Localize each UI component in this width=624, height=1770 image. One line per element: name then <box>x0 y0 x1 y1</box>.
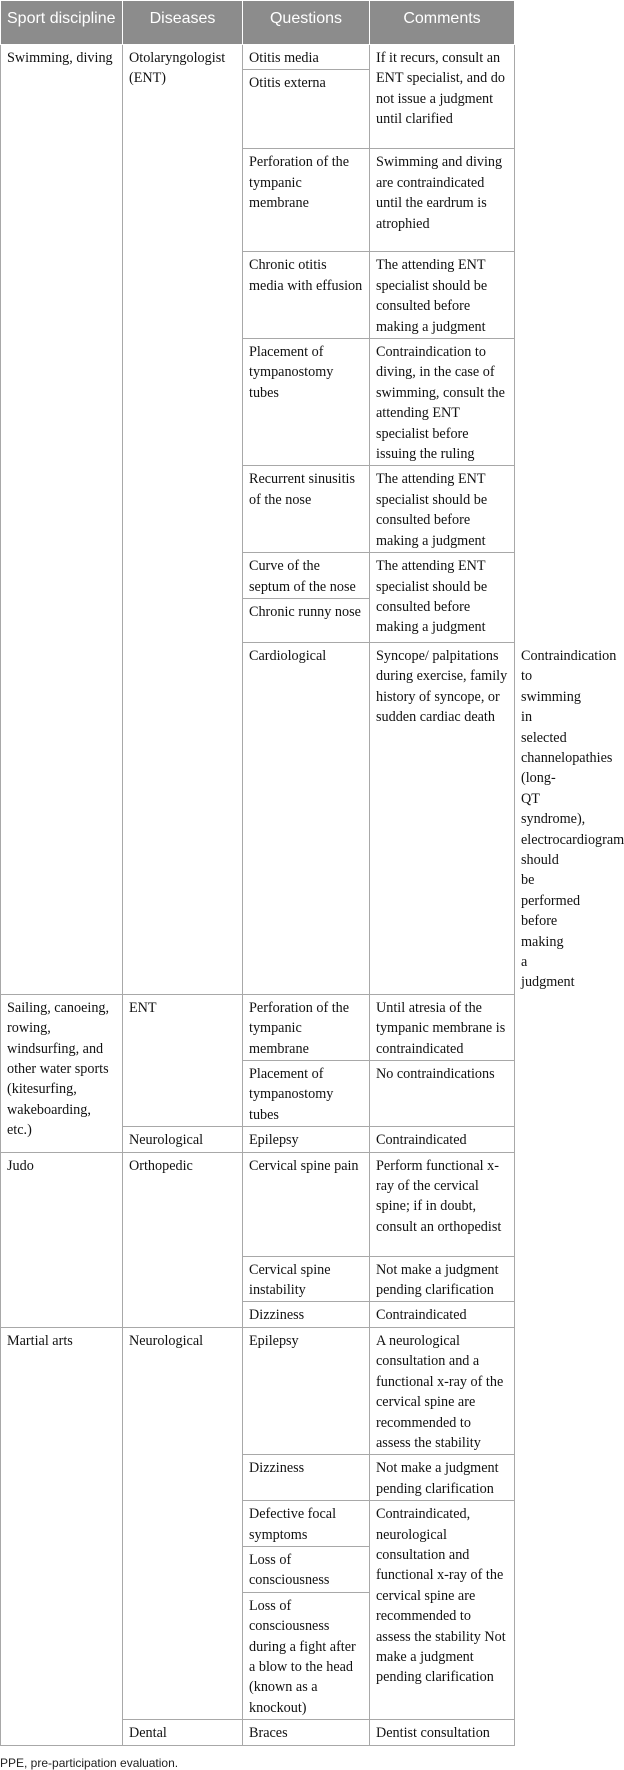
disease-neurological-sailing: Neurological <box>123 1127 243 1152</box>
disease-ent-sailing: ENT <box>123 994 243 1126</box>
pre-participation-table-continued <box>0 994 515 1746</box>
question-otitis-externa: Otitis externa <box>243 70 370 149</box>
question-epilepsy-martial: Epilepsy <box>243 1327 370 1454</box>
header-comments: Comments <box>370 1 515 45</box>
question-loss-consciousness: Loss of consciousness <box>243 1546 370 1592</box>
question-epilepsy-sailing: Epilepsy <box>243 1127 370 1152</box>
table-row <box>1 1152 515 1256</box>
table-row: Cardiological Syncope/ palpitations during exercise, family history of syncope, or sudden cardiac death Contraindication to swimming in selected channelopathies (long-QT syndrome), electrocardiogram should be performed before making a judgment <box>1 642 515 994</box>
question-braces: Braces <box>243 1720 370 1745</box>
comment-dizziness-judo: Contraindicated <box>370 1302 515 1327</box>
question-dizziness-judo: Dizziness <box>243 1302 370 1327</box>
comment-otitis: If it recurs, consult an ENT specialist, and do not issue a judgment until clarified <box>370 45 515 149</box>
question-otitis-media: Otitis media <box>243 45 370 70</box>
question-runny-nose: Chronic runny nose <box>243 598 370 642</box>
comment-nose: The attending ENT specialist should be consulted before making a judgment <box>370 553 515 643</box>
comment-perforation: Swimming and diving are contraindicated until the eardrum is atrophied <box>370 149 515 252</box>
table-row <box>1 994 515 1060</box>
header-diseases: Diseases <box>123 1 243 45</box>
disease-neurological-martial: Neurological <box>123 1327 243 1719</box>
header-sport-discipline: Sport discipline <box>1 1 123 45</box>
question-dizziness-martial: Dizziness <box>243 1455 370 1501</box>
sport-martial-arts: Martial arts <box>1 1327 123 1745</box>
comment-chronic-otitis: The attending ENT specialist should be consulted before making a judgment <box>370 252 515 339</box>
question-chronic-otitis: Chronic otitis media with effusion <box>243 252 370 339</box>
sport-swimming-diving: Swimming, diving <box>1 45 123 995</box>
question-syncope: Syncope/ palpitations during exercise, family history of syncope, or sudden cardiac death <box>370 642 515 994</box>
comment-tympanostomy: Contraindication to diving, in the case of swimming, consult the attending ENT specialist before issuing the ruling <box>370 339 515 466</box>
comment-braces: Dentist consultation <box>370 1720 515 1745</box>
comment-sinusitis: The attending ENT specialist should be consulted before making a judgment <box>370 466 515 553</box>
disease-dental: Dental <box>123 1720 243 1745</box>
table-footnote: PPE, pre-participation evaluation. <box>0 1755 179 1770</box>
header-questions: Questions <box>243 1 370 45</box>
comment-epilepsy-martial: A neurological consultation and a functional x-ray of the cervical spine are recommended to assess the stability <box>370 1327 515 1454</box>
comment-cervical-pain: Perform functional x-ray of the cervical spine; if in doubt, consult an orthopedist <box>370 1152 515 1256</box>
disease-ent: Otolaryngologist (ENT) <box>123 45 243 995</box>
table-row <box>1 45 515 70</box>
question-focal-symptoms: Defective focal symptoms <box>243 1501 370 1547</box>
comment-dizziness-martial: Not make a judgment pending clarification <box>370 1455 515 1501</box>
question-tympanostomy-sailing: Placement of tympanostomy tubes <box>243 1061 370 1127</box>
question-cervical-instability: Cervical spine instability <box>243 1256 370 1302</box>
question-tympanostomy: Placement of tympanostomy tubes <box>243 339 370 466</box>
header-row <box>1 1 515 45</box>
question-knockout: Loss of consciousness during a fight after a blow to the head (known as a knockout) <box>243 1592 370 1719</box>
comment-perforation-sailing: Until atresia of the tympanic membrane is contraindicated <box>370 994 515 1060</box>
sport-judo: Judo <box>1 1152 123 1327</box>
question-sinusitis: Recurrent sinusitis of the nose <box>243 466 370 553</box>
question-septum: Curve of the septum of the nose <box>243 553 370 599</box>
question-perforation: Perforation of the tympanic membrane <box>243 149 370 252</box>
disease-cardiological: Cardiological <box>243 642 370 994</box>
disease-orthopedic: Orthopedic <box>123 1152 243 1327</box>
sport-sailing: Sailing, canoeing, rowing, windsurfing, and other water sports (kitesurfing, wakeboarding, etc.) <box>1 994 123 1152</box>
question-cervical-pain: Cervical spine pain <box>243 1152 370 1256</box>
comment-epilepsy-sailing: Contraindicated <box>370 1127 515 1152</box>
question-perforation-sailing: Perforation of the tympanic membrane <box>243 994 370 1060</box>
comment-tympanostomy-sailing: No contraindications <box>370 1061 515 1127</box>
comment-consciousness: Contraindicated, neurological consultation and functional x-ray of the cervical spine are recommended to assess the stability Not make a judgment pending clarification <box>370 1501 515 1720</box>
table-row <box>1 1327 515 1454</box>
comment-cervical-instability: Not make a judgment pending clarification <box>370 1256 515 1302</box>
